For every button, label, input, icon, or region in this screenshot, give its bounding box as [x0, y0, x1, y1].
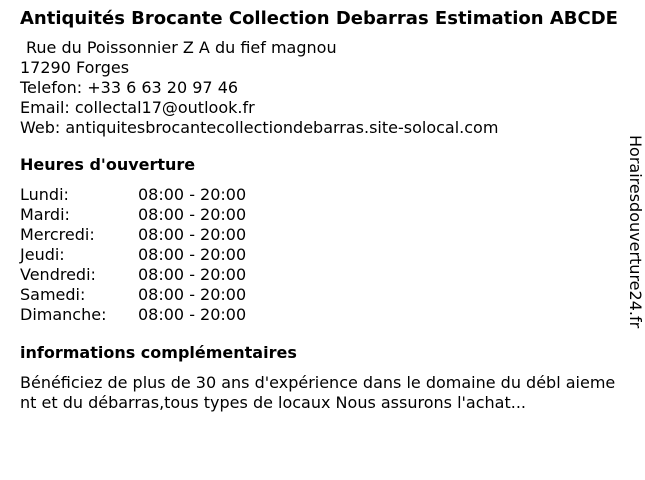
day-hours: 08:00 - 20:00 [138, 245, 247, 264]
address-block [20, 38, 624, 138]
phone-line [20, 78, 624, 98]
opening-hours-table [20, 185, 246, 325]
phone-number[interactable]: +33 6 63 20 97 46 [87, 78, 239, 97]
day-hours: 08:00 - 20:00 [138, 185, 247, 204]
day-label: Jeudi: [20, 245, 65, 264]
city-postcode: 17290 Forges [20, 58, 130, 77]
day-hours: 08:00 - 20:00 [138, 305, 247, 324]
web-label: Web: [20, 118, 61, 137]
hours-row [20, 225, 246, 245]
side-brand-watermark: Horairesdouverture24.fr [626, 135, 645, 329]
info-heading: informations complémentaires [20, 343, 297, 362]
day-hours: 08:00 - 20:00 [138, 225, 247, 244]
day-label: Dimanche: [20, 305, 107, 324]
hours-row [20, 205, 246, 225]
day-label: Lundi: [20, 185, 69, 204]
email-label: Email: [20, 98, 70, 117]
email-address[interactable]: collectal17@outlook.fr [74, 98, 255, 117]
day-hours: 08:00 - 20:00 [138, 205, 247, 224]
info-description: Bénéficiez de plus de 30 ans d'expérience dans le domaine du débl aiement et du débarras,tous types de locaux Nous assurons l'achat... [20, 373, 616, 412]
hours-row [20, 305, 246, 325]
day-hours: 08:00 - 20:00 [138, 285, 247, 304]
business-name: Antiquités Brocante Collection Debarras Estimation ABCDE [20, 8, 618, 29]
day-label: Samedi: [20, 285, 86, 304]
email-line [20, 98, 624, 118]
hours-row [20, 285, 246, 305]
phone-label: Telefon: [20, 78, 83, 97]
hours-row [20, 245, 246, 265]
hours-heading: Heures d'ouverture [20, 155, 196, 174]
web-line [20, 118, 624, 138]
street-address: Rue du Poissonnier Z A du fief magnou [26, 38, 337, 57]
day-hours: 08:00 - 20:00 [138, 265, 247, 284]
day-label: Mardi: [20, 205, 70, 224]
business-card [20, 9, 624, 413]
hours-row [20, 265, 246, 285]
day-label: Mercredi: [20, 225, 95, 244]
day-label: Vendredi: [20, 265, 96, 284]
hours-row [20, 185, 246, 205]
website-link[interactable]: antiquitesbrocantecollectiondebarras.site-solocal.com [65, 118, 499, 137]
